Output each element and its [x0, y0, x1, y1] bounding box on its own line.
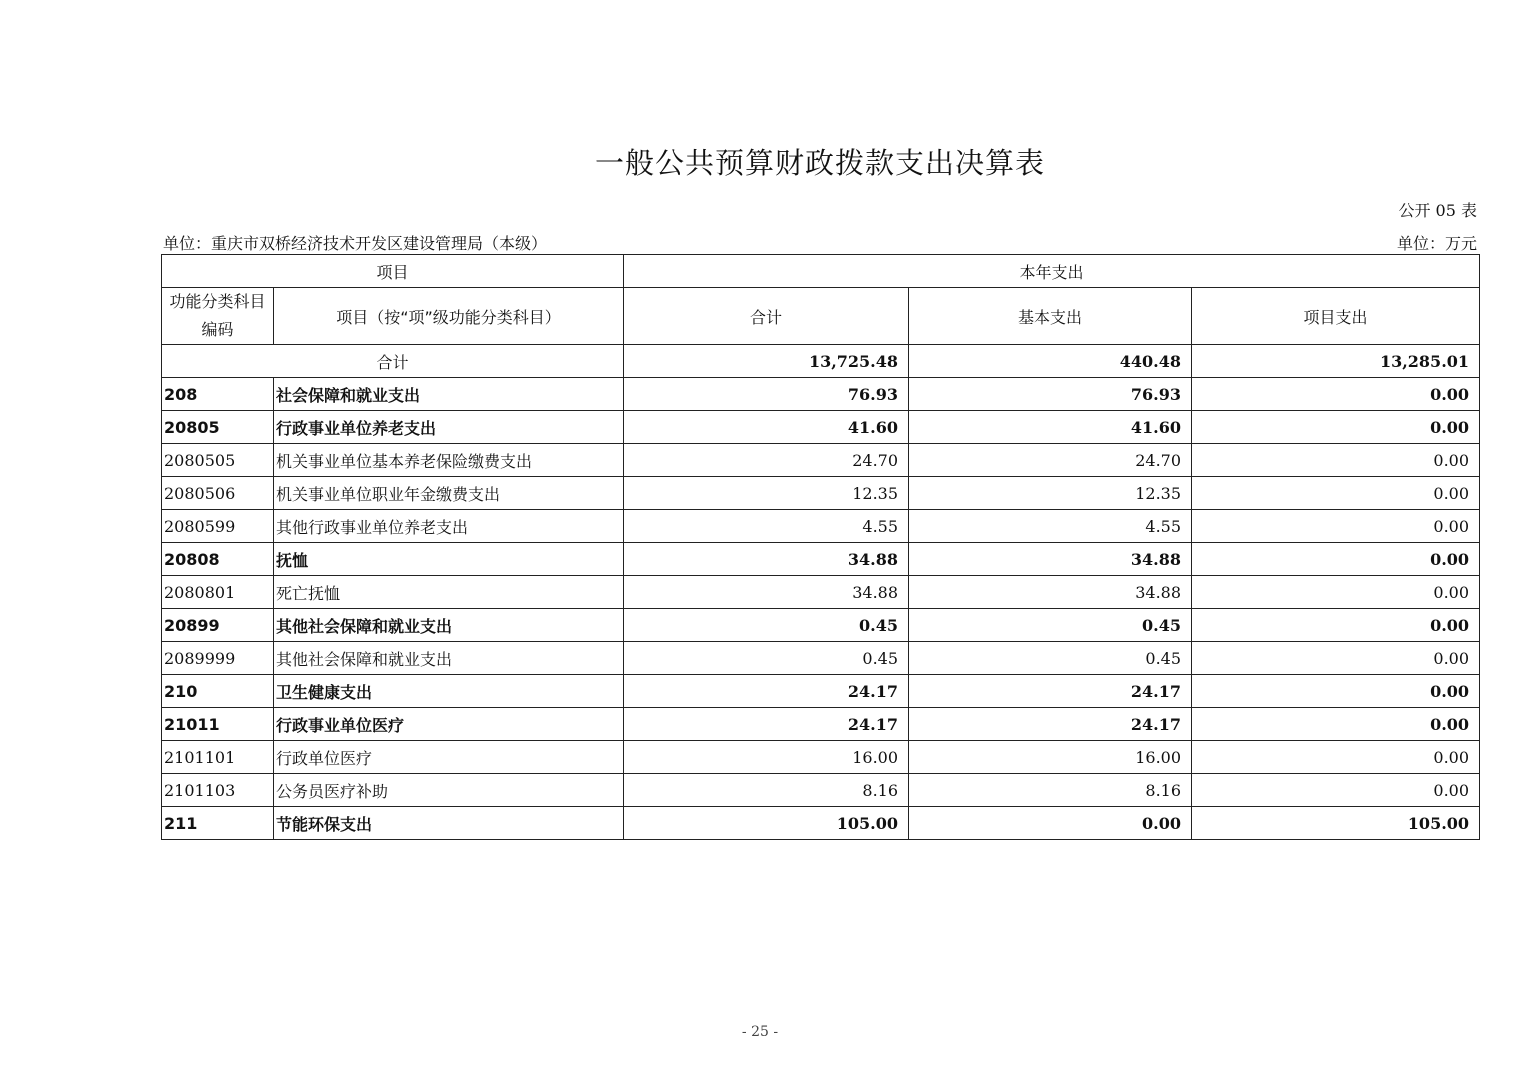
row-basic: 16.00	[909, 741, 1192, 774]
table-row	[162, 378, 1480, 411]
row-basic: 41.60	[909, 411, 1192, 444]
row-total: 0.45	[624, 609, 909, 642]
table-row	[162, 741, 1480, 774]
header-row-2	[162, 288, 1480, 345]
row-project: 0.00	[1192, 444, 1480, 477]
row-project: 0.00	[1192, 477, 1480, 510]
row-project: 0.00	[1192, 576, 1480, 609]
row-name: 行政事业单位医疗	[274, 708, 624, 741]
row-code: 2080505	[162, 444, 274, 477]
row-project: 0.00	[1192, 378, 1480, 411]
table-row	[162, 477, 1480, 510]
row-total: 41.60	[624, 411, 909, 444]
total-basic: 440.48	[909, 345, 1192, 378]
row-project: 0.00	[1192, 510, 1480, 543]
table-row	[162, 807, 1480, 840]
table-row	[162, 510, 1480, 543]
table-row	[162, 675, 1480, 708]
row-code: 208	[162, 378, 274, 411]
table-row	[162, 609, 1480, 642]
row-name: 社会保障和就业支出	[274, 378, 624, 411]
row-basic: 12.35	[909, 477, 1192, 510]
row-name: 卫生健康支出	[274, 675, 624, 708]
row-code: 2101101	[162, 741, 274, 774]
row-total: 4.55	[624, 510, 909, 543]
row-project: 0.00	[1192, 774, 1480, 807]
row-name: 行政单位医疗	[274, 741, 624, 774]
row-total: 8.16	[624, 774, 909, 807]
row-project: 0.00	[1192, 741, 1480, 774]
header-project-expense: 项目支出	[1192, 288, 1480, 345]
row-name: 机关事业单位职业年金缴费支出	[274, 477, 624, 510]
row-code: 21011	[162, 708, 274, 741]
organization-unit: 单位：重庆市双桥经济技术开发区建设管理局（本级）	[163, 234, 548, 253]
row-basic: 8.16	[909, 774, 1192, 807]
page-number: - 25 -	[741, 1024, 779, 1040]
row-code: 20899	[162, 609, 274, 642]
total-project: 13,285.01	[1192, 345, 1480, 378]
row-name: 机关事业单位基本养老保险缴费支出	[274, 444, 624, 477]
row-total: 16.00	[624, 741, 909, 774]
row-name: 死亡抚恤	[274, 576, 624, 609]
row-name: 其他社会保障和就业支出	[274, 642, 624, 675]
table-row	[162, 543, 1480, 576]
currency-unit: 单位：万元	[1396, 234, 1477, 253]
row-project: 0.00	[1192, 609, 1480, 642]
row-code: 20808	[162, 543, 274, 576]
header-total: 合计	[624, 288, 909, 345]
row-basic: 0.45	[909, 642, 1192, 675]
table-row	[162, 411, 1480, 444]
row-project: 0.00	[1192, 708, 1480, 741]
row-total: 24.70	[624, 444, 909, 477]
header-current-year: 本年支出	[624, 255, 1480, 288]
row-name: 其他社会保障和就业支出	[274, 609, 624, 642]
row-name: 公务员医疗补助	[274, 774, 624, 807]
row-project: 0.00	[1192, 543, 1480, 576]
row-basic: 0.45	[909, 609, 1192, 642]
document-title: 一般公共预算财政拨款支出决算表	[594, 146, 1045, 180]
row-code: 2080506	[162, 477, 274, 510]
header-basic: 基本支出	[909, 288, 1192, 345]
table-row	[162, 708, 1480, 741]
row-project: 0.00	[1192, 675, 1480, 708]
row-basic: 76.93	[909, 378, 1192, 411]
row-name: 行政事业单位养老支出	[274, 411, 624, 444]
row-basic: 24.17	[909, 675, 1192, 708]
row-code: 2101103	[162, 774, 274, 807]
row-project: 0.00	[1192, 411, 1480, 444]
table-row	[162, 774, 1480, 807]
total-label: 合计	[162, 345, 624, 378]
row-total: 24.17	[624, 675, 909, 708]
row-basic: 24.17	[909, 708, 1192, 741]
table-row	[162, 576, 1480, 609]
row-total: 24.17	[624, 708, 909, 741]
row-total: 12.35	[624, 477, 909, 510]
row-total: 34.88	[624, 576, 909, 609]
row-code: 211	[162, 807, 274, 840]
header-project: 项目	[162, 255, 624, 288]
table-row	[162, 642, 1480, 675]
budget-table	[161, 254, 1480, 840]
row-total: 76.93	[624, 378, 909, 411]
row-basic: 24.70	[909, 444, 1192, 477]
row-name: 节能环保支出	[274, 807, 624, 840]
form-number: 公开 05 表	[1398, 201, 1477, 220]
row-code: 210	[162, 675, 274, 708]
row-basic: 4.55	[909, 510, 1192, 543]
row-code: 2080599	[162, 510, 274, 543]
row-project: 105.00	[1192, 807, 1480, 840]
row-project: 0.00	[1192, 642, 1480, 675]
row-code: 2080801	[162, 576, 274, 609]
table-row	[162, 444, 1480, 477]
row-basic: 0.00	[909, 807, 1192, 840]
row-name: 抚恤	[274, 543, 624, 576]
header-code: 功能分类科目编码	[162, 288, 274, 345]
row-total: 0.45	[624, 642, 909, 675]
row-code: 2089999	[162, 642, 274, 675]
row-basic: 34.88	[909, 576, 1192, 609]
header-row-1	[162, 255, 1480, 288]
row-basic: 34.88	[909, 543, 1192, 576]
total-sum: 13,725.48	[624, 345, 909, 378]
row-total: 105.00	[624, 807, 909, 840]
header-name: 项目（按“项”级功能分类科目）	[274, 288, 624, 345]
row-code: 20805	[162, 411, 274, 444]
total-row	[162, 345, 1480, 378]
row-total: 34.88	[624, 543, 909, 576]
row-name: 其他行政事业单位养老支出	[274, 510, 624, 543]
